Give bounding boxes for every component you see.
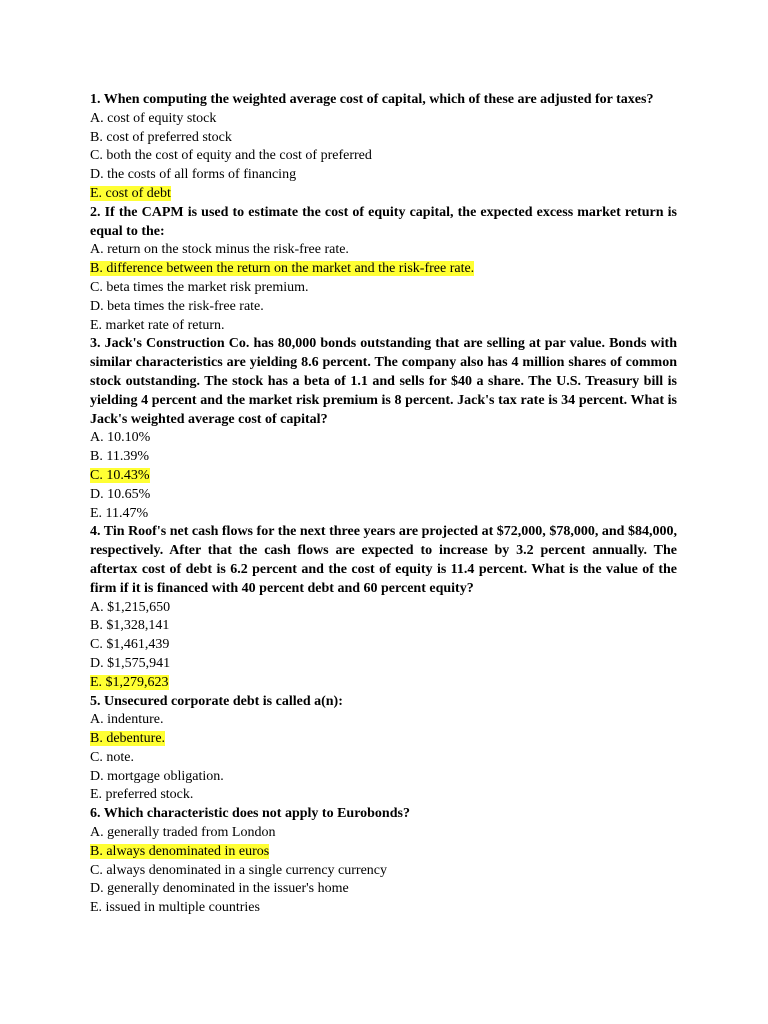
question-text: 1. When computing the weighted average cost of capital, which of these are adjusted for taxes? [90,92,654,107]
option-d [90,655,677,674]
option-b [90,448,677,467]
option-text: A. indenture. [90,712,164,728]
option-b [90,260,677,279]
option-d [90,768,677,787]
option-d [90,486,677,505]
option-text: C. $1,461,439 [90,637,170,653]
option-text: C. beta times the market risk premium. [90,279,309,295]
option-a [90,599,677,618]
option-text: E. cost of debt [90,185,171,201]
question-text: 2. If the CAPM is used to estimate the cost of equity capital, the expected excess market return is equal to the: [90,204,677,239]
option-a [90,711,677,730]
option-text: B. debenture. [90,731,166,747]
option-text: B. difference between the return on the market and the risk-free rate. [90,261,475,277]
option-e [90,317,677,336]
option-c [90,636,677,655]
option-b [90,617,677,636]
option-d [90,298,677,317]
question-1 [90,91,677,204]
option-text: A. 10.10% [90,430,151,446]
option-c [90,862,677,881]
option-text: D. the costs of all forms of financing [90,167,297,183]
option-text: E. $1,279,623 [90,674,169,690]
option-e [90,185,677,204]
option-text: E. 11.47% [90,505,149,521]
option-text: A. generally traded from London [90,825,276,841]
question-2 [90,204,677,336]
option-e [90,786,677,805]
option-b [90,730,677,749]
option-a [90,110,677,129]
option-c [90,467,677,486]
question-4 [90,523,677,692]
option-text: E. market rate of return. [90,317,225,333]
option-text: B. cost of preferred stock [90,129,232,145]
question-5 [90,693,677,806]
option-text: A. cost of equity stock [90,110,217,126]
option-text: D. beta times the risk-free rate. [90,298,264,314]
option-text: D. generally denominated in the issuer's home [90,881,349,897]
option-text: C. always denominated in a single currency currency [90,862,388,878]
question-text: 5. Unsecured corporate debt is called a(n): [90,693,343,709]
option-text: E. preferred stock. [90,787,194,803]
question-text: 4. Tin Roof's net cash flows for the next three years are projected at $72,000, $78,000, and $84,000, respectively. After that the cash flows are expected to increase by 3.2 percent annually. The aftertax cost of debt is 6.2 percent and the cost of equity is 11.4 percent. What is the value of the firm if it is financed with 40 percent debt and 60 percent equity? [90,524,677,596]
option-e [90,674,677,693]
option-text: D. mortgage obligation. [90,768,224,784]
document-body [90,91,677,918]
option-c [90,147,677,166]
option-a [90,824,677,843]
option-b [90,843,677,862]
option-a [90,429,677,448]
option-e [90,899,677,918]
question-text: 3. Jack's Construction Co. has 80,000 bonds outstanding that are selling at par value. Bonds with similar characteristics are yielding 8.6 percent. The company also has 4 million shares of common stock outstanding. The stock has a beta of 1.1 and sells for $40 a share. The U.S. Treasury bill is yielding 4 percent and the market risk premium is 8 percent. Jack's tax rate is 34 percent. What is Jack's weighted average cost of capital? [90,336,677,427]
option-text: B. 11.39% [90,449,149,465]
option-text: C. both the cost of equity and the cost of preferred [90,148,372,164]
option-c [90,279,677,298]
option-text: A. return on the stock minus the risk-free rate. [90,242,349,258]
option-text: D. $1,575,941 [90,655,171,671]
option-d [90,880,677,899]
option-text: E. issued in multiple countries [90,900,260,916]
question-3 [90,335,677,523]
question-text: 6. Which characteristic does not apply to Eurobonds? [90,806,410,822]
option-text: A. $1,215,650 [90,599,171,615]
option-d [90,166,677,185]
option-text: D. 10.65% [90,486,151,502]
option-text: C. 10.43% [90,467,150,483]
question-6 [90,805,677,918]
option-text: B. $1,328,141 [90,618,170,634]
option-a [90,241,677,260]
option-text: B. always denominated in euros [90,843,270,859]
option-c [90,749,677,768]
option-text: C. note. [90,749,134,765]
option-b [90,129,677,148]
option-e [90,505,677,524]
